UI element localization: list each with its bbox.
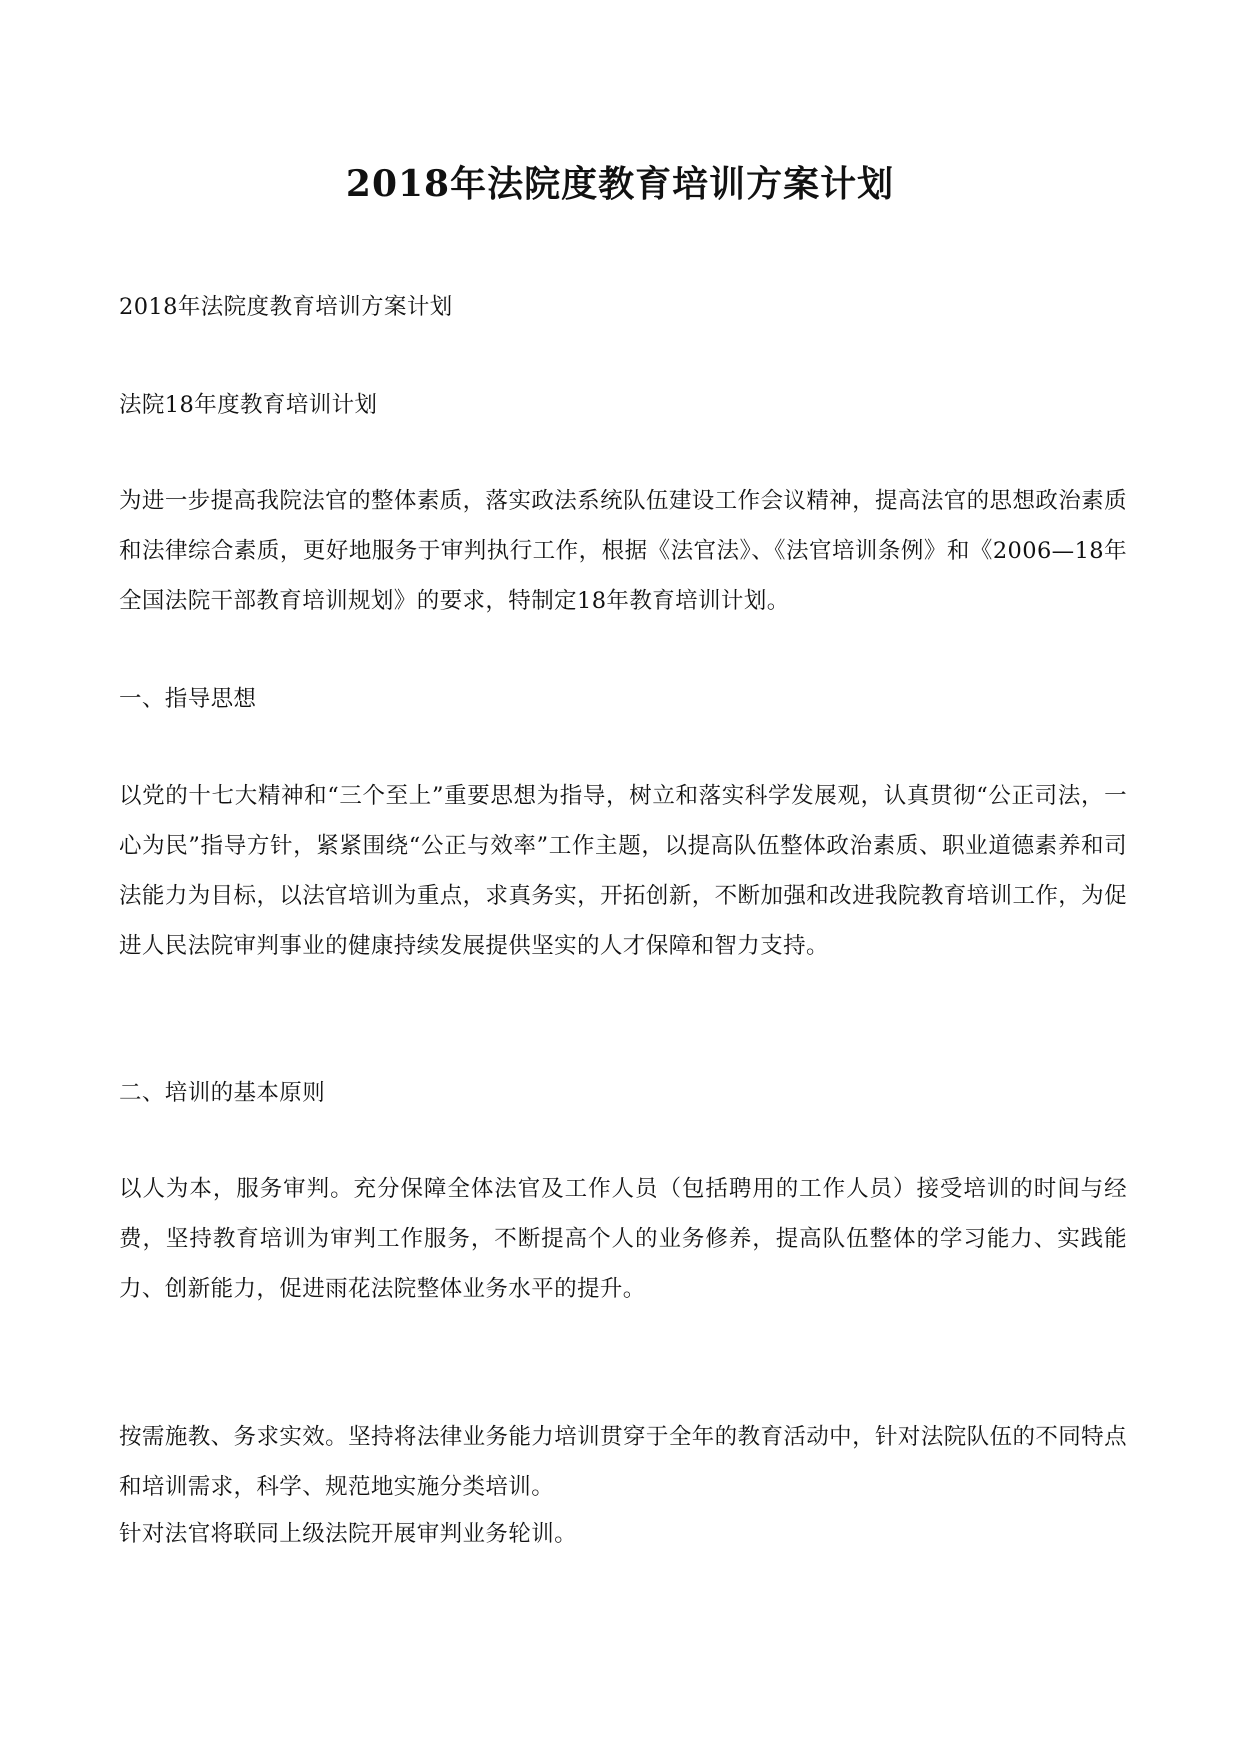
subtitle-paragraph: 2018年法院度教育培训方案计划 <box>119 294 453 320</box>
section-heading-basic-principles: 二、培训的基本原则 <box>119 1080 326 1106</box>
judge-training-paragraph: 针对法官将联同上级法院开展审判业务轮训。 <box>119 1521 578 1547</box>
principle-on-demand-paragraph: 按需施教、务求实效。坚持将法律业务能力培训贯穿于全年的教育活动中，针对法院队伍的不同特点和培训需求，科学、规范地实施分类培训。 <box>119 1424 1127 1500</box>
principle-people-oriented-paragraph: 以人为本，服务审判。充分保障全体法官及工作人员（包括聘用的工作人员）接受培训的时间与经费，坚持教育培训为审判工作服务，不断提高个人的业务修养，提高队伍整体的学习能力、实践能力、创新能力，促进雨花法院整体业务水平的提升。 <box>119 1176 1127 1302</box>
intro-paragraph: 为进一步提高我院法官的整体素质，落实政法系统队伍建设工作会议精神，提高法官的思想政治素质和法律综合素质，更好地服务于审判执行工作，根据《法官法》、《法官培训条例》和《2006—18年全国法院干部教育培训规划》的要求，特制定18年教育培训计划。 <box>119 488 1127 614</box>
document-title: 2018年法院度教育培训方案计划 <box>345 163 895 205</box>
guiding-ideology-paragraph: 以党的十七大精神和“三个至上”重要思想为指导，树立和落实科学发展观，认真贯彻“公正司法，一心为民”指导方针，紧紧围绕“公正与效率”工作主题，以提高队伍整体政治素质、职业道德素养和司法能力为目标，以法官培训为重点，求真务实，开拓创新，不断加强和改进我院教育培训工作，为促进人民法院审判事业的健康持续发展提供坚实的人才保障和智力支持。 <box>119 783 1127 959</box>
section-heading-guiding-ideology: 一、指导思想 <box>119 686 257 712</box>
plan-name-paragraph: 法院18年度教育培训计划 <box>119 392 378 418</box>
